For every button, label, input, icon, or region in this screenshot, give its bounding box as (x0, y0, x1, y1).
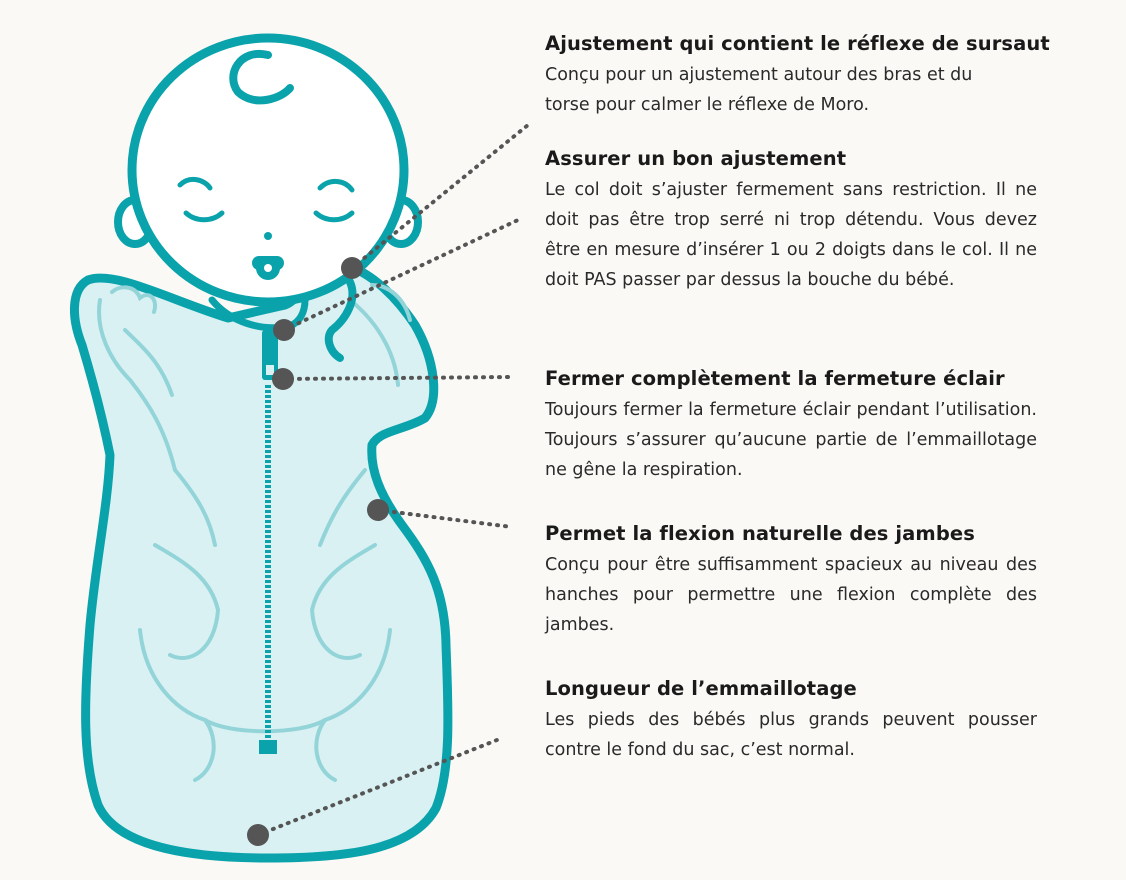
section-body: Toujours fermer la fermeture éclair pendant l’utilisation. Toujours s’assurer qu’aucune partie de l’emmaillotage ne gêne la respiration. (545, 400, 1037, 480)
section-title: Ajustement qui contient le réflexe de sursaut (545, 32, 1050, 55)
baby-head (118, 38, 418, 302)
baby-swaddle-illustration (0, 0, 560, 880)
section-zipper (545, 365, 1037, 485)
section-leg-flexion (545, 520, 1037, 640)
callout-dot-length (247, 824, 269, 846)
section-body: Les pieds des bébés plus grands peuvent pousser contre le fond du sac, c’est normal. (545, 710, 1037, 760)
callout-dot-hips (367, 499, 389, 521)
section-startle-reflex (545, 30, 1050, 120)
section-good-fit (545, 145, 1037, 295)
section-body: Conçu pour un ajustement autour des bras et du torse pour calmer le réflexe de Moro. (545, 65, 973, 115)
section-length (545, 675, 1037, 765)
callout-dot-startle (341, 257, 363, 279)
section-body: Conçu pour être suffisamment spacieux au niveau des hanches pour permettre une flexion complète des jambes. (545, 555, 1037, 635)
section-body: Le col doit s’ajuster fermement sans restriction. Il ne doit pas être trop serré ni trop détendu. Vous devez être en mesure d’insérer 1 ou 2 doigts dans le col. Il ne doit PAS passer par dessus la bouche du bébé. (545, 180, 1037, 290)
section-title: Longueur de l’emmaillotage (545, 677, 857, 700)
section-title: Permet la flexion naturelle des jambes (545, 522, 975, 545)
callout-dot-zipper (272, 368, 294, 390)
section-title: Fermer complètement la fermeture éclair (545, 367, 1005, 390)
section-title: Assurer un bon ajustement (545, 147, 847, 170)
callout-dot-collar (273, 319, 295, 341)
